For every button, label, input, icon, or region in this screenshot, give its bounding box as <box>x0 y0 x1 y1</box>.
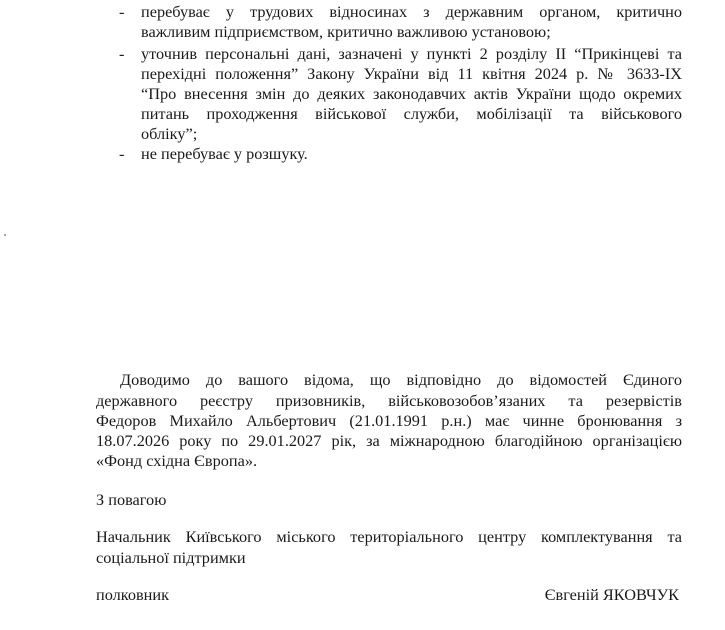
notice-line-4: 18.07.2026 року по 29.01.2027 рік, за міжнародною благодійною організацією <box>96 431 682 450</box>
signatory-rank: полковник <box>96 585 170 604</box>
notice-line-3: Федоров Михайло Альбертович (21.01.1991 р.н.) має чинне бронювання з <box>96 411 682 430</box>
signatory-name: Євгеній ЯКОВЧУК <box>544 585 679 604</box>
signatory-title-line-2: соціальної підтримки <box>96 548 246 567</box>
notice-line-5: «Фонд східна Європа». <box>96 451 258 470</box>
bullet-2-line-3: “Про внесення змін до деяких законодавчих актів України щодо окремих <box>141 84 682 103</box>
bullet-marker: - <box>119 2 125 21</box>
signatory-title-line-1: Начальник Київського міського територіального центру комплектування та <box>96 527 682 546</box>
bullet-3-line-1: не перебуває у розшуку. <box>141 144 308 163</box>
bullet-2-line-4: питань проходження військової служби, мобілізації та військового <box>141 104 682 123</box>
bullet-marker: - <box>119 144 125 163</box>
bullet-2-line-5: обліку”; <box>141 124 198 143</box>
scan-speck <box>4 234 6 236</box>
bullet-2-line-2: перехідні положення” Закону України від 11 квітня 2024 р. № 3633-IX <box>141 64 682 83</box>
bullet-marker: - <box>119 44 125 63</box>
notice-line-2: державного реєстру призовників, військовозобов’язаних та резервістів <box>96 391 682 410</box>
bullet-1-line-2: важливим підприємством, критично важливою установою; <box>141 22 551 41</box>
bullet-1-line-1: перебуває у трудових відносинах з державним органом, критично <box>141 2 682 21</box>
notice-line-1: Доводимо до вашого відома, що відповідно до відомостей Єдиного <box>120 370 682 389</box>
closing-phrase: З повагою <box>96 490 167 509</box>
bullet-2-line-1: уточнив персональні дані, зазначені у пункті 2 розділу II “Прикінцеві та <box>141 44 682 63</box>
